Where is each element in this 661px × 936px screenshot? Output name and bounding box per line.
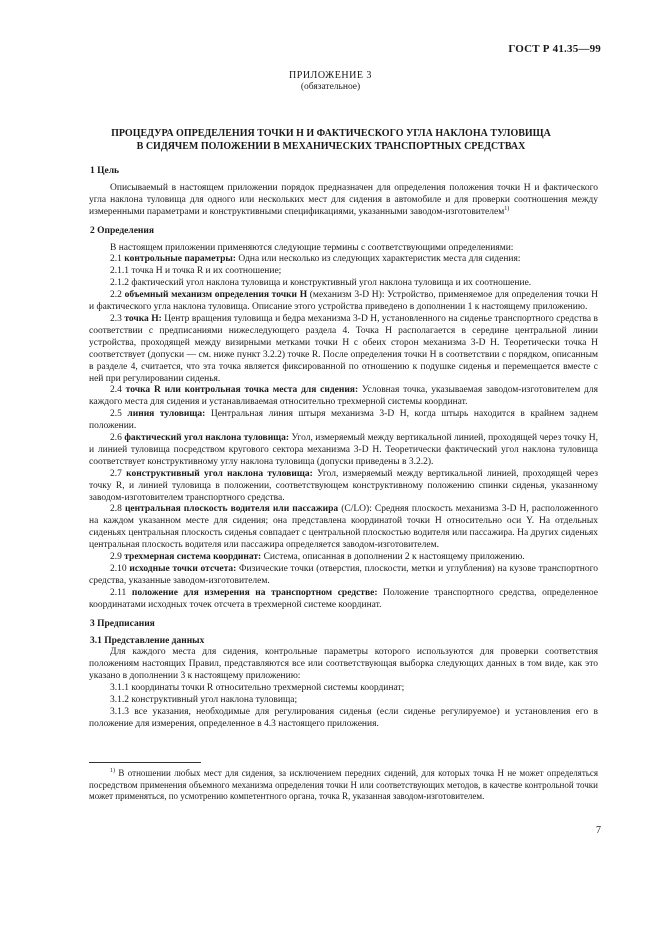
- standard-code: ГОСТ Р 41.35—99: [508, 43, 601, 55]
- def-text: Угол, измеряемый между вертикальной линией, проходящей через точку R, и линией туловища в положении, соответствующем конструктивному положению спинки сиденья, указанному заводом-изготовителем транспортного средства.: [89, 468, 598, 503]
- section-1-body: Описываемый в настоящем приложении порядок предназначен для определения положения точки H и фактического угла наклона туловища для одного или нескольких мест для сидения в автомобиле и для проверки соотношения между измеренными параметрами и конструктивными спецификациями, указанными заводом-изготовителем: [89, 182, 598, 217]
- section-2-heading: 2 Определения: [90, 225, 155, 236]
- section-2-intro: В настоящем приложении применяются следующие термины с соответствующими определениями:: [110, 242, 514, 253]
- footnote-ref: 1): [504, 205, 510, 212]
- footnote-marker: 1): [110, 768, 115, 774]
- def-term: линия туловища:: [127, 409, 206, 420]
- def-num: 2.2: [110, 290, 122, 301]
- definition-2-6: [89, 433, 598, 469]
- def-term: положение для измерения на транспортном средстве:: [131, 587, 378, 598]
- def-text: (C/LO): Средняя плоскость механизма 3-D H, расположенного на каждом указанном месте для сидения; она представлена координатой точки H относительно оси Y. На отдельных сиденьях центральная плоскость сиденья совпадает с центральной плоскостью водителя или пассажира. На других сиденьях центральная плоскость водителя или пассажира определяется заводом-изготовителем.: [89, 504, 598, 551]
- definition-2-1-2: 2.1.2 фактический угол наклона туловища и конструктивный угол наклона туловища и их соотношение.: [110, 278, 532, 289]
- section-3-1-heading: 3.1 Представление данных: [90, 635, 205, 646]
- definition-2-1-1: 2.1.1 точка H и точка R и их соотношение;: [110, 266, 282, 277]
- def-text: Положение транспортного средства, определенное координатами исходных точек отсчета в трехмерной системе координат.: [89, 587, 599, 610]
- footnote: [89, 768, 598, 803]
- def-term: контрольные параметры:: [124, 254, 236, 265]
- section-1-heading: 1 Цель: [90, 166, 120, 176]
- definition-2-11: [89, 588, 598, 612]
- definition-2-7: [89, 469, 598, 505]
- item-3-1-3: 3.1.3 все указания, необходимые для регулирования сиденья (если сиденье регулируемое) и установления его в положение для измерения, определенное в 4.3 настоящего приложения.: [89, 706, 598, 729]
- def-num: 2.4: [110, 385, 122, 396]
- footnote-divider: [89, 762, 201, 763]
- def-text: Условная точка, указываемая заводом-изготовителем для каждого места для сидения и устанавливаемая относительно трехмерной системы координат.: [89, 385, 598, 408]
- def-term: точка H:: [124, 313, 162, 324]
- def-text: Угол, измеряемый между вертикальной линией, проходящей через точку H, и линией туловища посредством кругового сектора механизма 3-D H. Теоретически фактический угол наклона туловища соответствует конструктивному углу наклона туловища (допуски приведены в 3.2.2).: [89, 433, 598, 467]
- def-num: 2.3: [110, 313, 122, 324]
- main-title: [80, 128, 582, 153]
- definition-2-10: [89, 564, 598, 588]
- def-num: 2.11: [110, 587, 127, 598]
- def-text: Система, описанная в дополнении 2 к настоящему приложению.: [261, 552, 525, 563]
- item-3-1-1: 3.1.1 координаты точки R относительно трехмерной системы координат;: [110, 683, 405, 694]
- footnote-text: В отношении любых мест для сидения, за исключением передних сидений, для которых точка H не может определяться посредством применения объемного механизма определения точки H или соответствующих методов, в качестве контрольной точки может применяться, по усмотрению компетентного органа, точка R, указанная заводом-изготовителем.: [89, 768, 598, 801]
- section-3-1-text: Для каждого места для сидения, контрольные параметры которого используются для проверки соответствия положениям настоящих Правил, представляются все или соответствующая выборка следующих данных в том виде, как это указано в дополнении 3 к настоящему приложению:: [89, 647, 598, 682]
- document-body: [89, 166, 598, 731]
- def-term: точка R или контрольная точка места для сидения:: [125, 385, 359, 396]
- def-num: 2.6: [110, 433, 122, 444]
- def-num: 2.8: [110, 504, 122, 515]
- section-1-text: [89, 183, 598, 219]
- definition-2-5: [89, 409, 598, 433]
- def-text: (механизм 3-D H): Устройство, применяемое для определения точки H и фактического угла наклона туловища. Описание этого устройства приведено в дополнении 1 к настоящему приложению.: [89, 290, 599, 313]
- definition-2-3: [89, 314, 598, 385]
- main-title-line1: ПРОЦЕДУРА ОПРЕДЕЛЕНИЯ ТОЧКИ H И ФАКТИЧЕСКОГО УГЛА НАКЛОНА ТУЛОВИЩА: [111, 128, 551, 139]
- def-num: 2.10: [110, 564, 127, 574]
- def-text: Одна или несколько из следующих характеристик места для сидения:: [235, 254, 521, 265]
- def-term: объемный механизм определения точки H: [124, 290, 308, 301]
- def-text: Центр вращения туловища и бедра механизма 3-D H, установленного на сиденье транспортного средства в соответствии с предписаниями нижеследующего раздела 4. Точка H располагается в середине центральной линии устройства, проходящей между визирными метками точки H с обеих сторон механизма 3-D H. Теоретически точка H соответствует (допуски — см. ниже пункт 3.2.2) точке R. После определения точки H в соответствии с порядком, описанным в разделе 4, считается, что эта точка является фиксированной по отношению к подушке сиденья и перемещается вместе с ней при регулировании сиденья.: [89, 313, 598, 384]
- def-text: Физические точки (отверстия, плоскости, метки и углубления) на кузове транспортного средства, указанные заводом-изготовителем.: [89, 564, 598, 586]
- def-term: трехмерная система координат:: [124, 552, 262, 563]
- def-term: фактический угол наклона туловища:: [124, 433, 290, 444]
- section-3-heading: 3 Предписания: [90, 618, 155, 629]
- def-text: Центральная линия штыря механизма 3-D H, когда штырь находится в крайнем заднем положении.: [89, 409, 599, 432]
- def-term: конструктивный угол наклона туловища:: [126, 468, 313, 479]
- main-title-line2: В СИДЯЧЕМ ПОЛОЖЕНИИ В МЕХАНИЧЕСКИХ ТРАНСПОРТНЫХ СРЕДСТВАХ: [136, 140, 526, 152]
- def-num: 2.5: [110, 409, 122, 420]
- def-num: 2.7: [110, 468, 122, 479]
- def-num: 2.1: [110, 254, 122, 265]
- appendix-subtitle: (обязательное): [300, 82, 361, 92]
- def-term: центральная плоскость водителя или пассажира: [124, 504, 339, 515]
- item-3-1-2: 3.1.2 конструктивный угол наклона туловища;: [110, 695, 298, 706]
- definition-2-8: [89, 504, 598, 552]
- def-num: 2.9: [110, 552, 122, 563]
- definition-2-9: [89, 552, 598, 564]
- definition-2-1: [89, 254, 598, 266]
- page-number: 7: [596, 825, 601, 836]
- def-term: исходные точки отсчета:: [129, 564, 237, 574]
- definition-2-4: [89, 385, 598, 409]
- definition-2-2: [89, 290, 598, 314]
- appendix-title: ПРИЛОЖЕНИЕ 3: [289, 70, 372, 81]
